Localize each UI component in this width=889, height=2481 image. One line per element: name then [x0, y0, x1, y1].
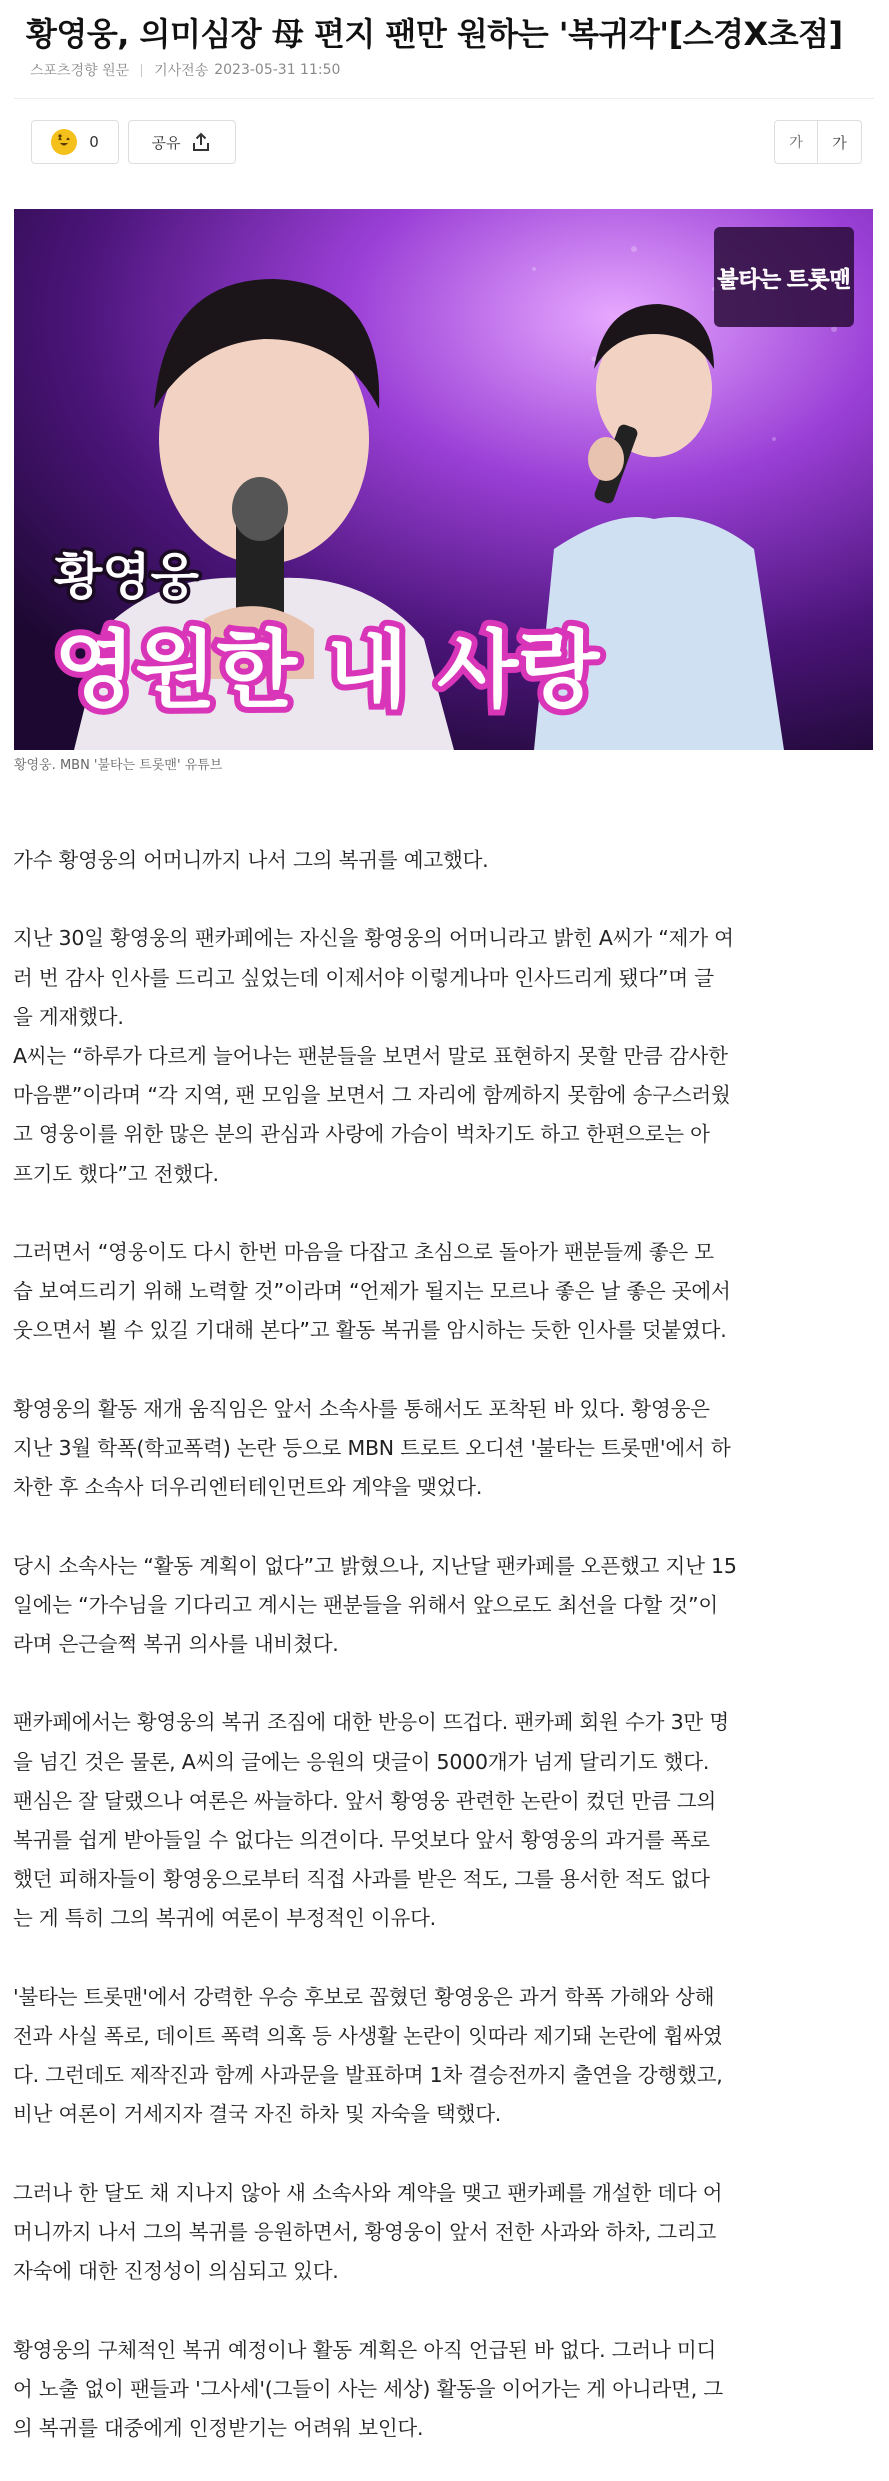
body-line: 가수 황영웅의 어머니까지 나서 그의 복귀를 예고했다.: [13, 848, 489, 872]
body-line: 황영웅의 구체적인 복귀 예정이나 활동 계획은 아직 언급된 바 없다. 그러나 미디: [13, 2337, 717, 2362]
body-line: 차한 후 소속사 더우리엔터테인먼트와 계약을 맺었다.: [13, 1475, 483, 1500]
body-line: 고 영웅이를 위한 많은 분의 관심과 사랑에 가슴이 벅차기도 하고 한편으로는 아: [13, 1122, 710, 1147]
body-line: 자숙에 대한 진정성이 의심되고 있다.: [13, 2259, 339, 2284]
body-line: 마음뿐”이라며 “각 지역, 팬 모임을 보면서 그 자리에 함께하지 못함에 송구스러웠: [13, 1083, 731, 1108]
body-line: 전과 사실 폭로, 데이트 폭력 의혹 등 사생활 논란이 잇따라 제기돼 논란에 휩싸였: [13, 2024, 723, 2048]
body-line: 는 게 특히 그의 복귀에 여론이 부정적인 이유다.: [13, 1906, 436, 1931]
body-line: 당시 소속사는 “활동 계획이 없다”고 밝혔으나, 지난달 팬카페를 오픈했고 지난 15: [13, 1553, 737, 1578]
body-line: 머니까지 나서 그의 복귀를 응원하면서, 황영웅이 앞서 전한 사과와 하차, 그리고: [13, 2220, 717, 2244]
body-line: 라며 은근슬쩍 복귀 의사를 내비쳤다.: [13, 1632, 339, 1656]
date-label: 기사전송: [154, 63, 209, 79]
overlay-song-text: 영원한 내 사랑: [54, 621, 600, 719]
body-line: 러 번 감사 인사를 드리고 싶었는데 이제서야 이렇게나마 인사드리게 됐다”며 글: [13, 965, 714, 990]
body-line: 복귀를 쉽게 받아들일 수 없다는 의견이다. 무엇보다 앞서 황영웅의 과거를 폭로: [13, 1828, 710, 1852]
body-line: 그러나 한 달도 채 지나지 않아 새 소속사와 계약을 맺고 팬카페를 개설한 데다 어: [13, 2180, 723, 2205]
like-count: 0: [89, 133, 99, 151]
body-line: 을 넘긴 것은 물론, A씨의 글에는 응원의 댓글이 5000개가 넘게 달리기도 했다.: [13, 1749, 710, 1774]
body-line: 팬심은 잘 달랬으나 여론은 싸늘하다. 앞서 황영웅 관련한 논란이 컸던 만큼 그의: [13, 1788, 717, 1813]
body-line: 어 노출 없이 팬들과 '그사세'(그들이 사는 세상) 활동을 이어가는 게 아니라면, 그: [13, 2376, 723, 2401]
body-line: 다. 그런데도 제작진과 함께 사과문을 발표하며 1차 결승전까지 출연을 강행했고,: [13, 2063, 723, 2088]
article-date: 2023-05-31 11:50: [214, 62, 341, 78]
body-line: 황영웅의 활동 재개 움직임은 앞서 소속사를 통해서도 포착된 바 있다. 황영웅은: [13, 1396, 710, 1421]
body-line: '불타는 트롯맨'에서 강력한 우승 후보로 꼽혔던 황영웅은 과거 학폭 가해와 상해: [13, 1984, 715, 2009]
body-line: 지난 30일 황영웅의 팬카페에는 자신을 황영웅의 어머니라고 밝힌 A씨가 “제가 여: [13, 926, 734, 951]
body-line: 일에는 “가수님을 기다리고 계시는 팬분들을 위해서 앞으로도 최선을 다할 것”이: [13, 1592, 718, 1617]
body-line: 지난 3월 학폭(학교폭력) 논란 등으로 MBN 트로트 오디션 '불타는 트롯맨'에서 하: [13, 1436, 731, 1460]
body-line: A씨는 “하루가 다르게 늘어나는 팬분들을 보면서 말로 표현하지 못할 만큼 감사한: [13, 1044, 728, 1068]
body-line: 했던 피해자들이 황영웅으로부터 직접 사과를 받은 적도, 그를 용서한 적도 없다: [13, 1867, 710, 1892]
body-line: 웃으면서 뵐 수 있길 기대해 본다”고 활동 복귀를 암시하는 듯한 인사를 덧붙였다.: [13, 1318, 727, 1343]
body-line: 비난 여론이 거세지자 결국 자진 하차 및 자숙을 택했다.: [13, 2102, 502, 2127]
body-line: 프기도 했다”고 전했다.: [13, 1161, 219, 1186]
font-size-decrease-button[interactable]: 가: [774, 120, 818, 164]
body-line: 을 게재했다.: [13, 1004, 124, 1029]
photo-caption: 황영웅. MBN '불타는 트롯맨' 유튜브: [14, 758, 223, 773]
source-link[interactable]: 스포츠경향 원문: [30, 63, 130, 79]
share-label: 공유: [151, 133, 181, 152]
overlay-name-text: 황영웅: [54, 548, 199, 606]
article-title: 황영웅, 의미심장 母 편지 팬만 원하는 '복귀각'[스경X초점]: [26, 15, 843, 53]
body-line: 그러면서 “영웅이도 다시 한번 마음을 다잡고 초심으로 돌아가 팬분들께 좋은 모: [13, 1240, 714, 1264]
body-line: 습 보여드리기 위해 노력할 것”이라며 “언제가 될지는 모르나 좋은 날 좋은 곳에서: [13, 1279, 731, 1304]
body-line: 팬카페에서는 황영웅의 복귀 조짐에 대한 반응이 뜨겁다. 팬카페 회원 수가 3만 명: [13, 1710, 729, 1735]
font-size-increase-button[interactable]: 가: [818, 120, 862, 164]
show-logo-text: 불타는 트롯맨: [717, 267, 851, 292]
body-line: 의 복귀를 대중에게 인정받기는 어려워 보인다.: [13, 2416, 424, 2440]
